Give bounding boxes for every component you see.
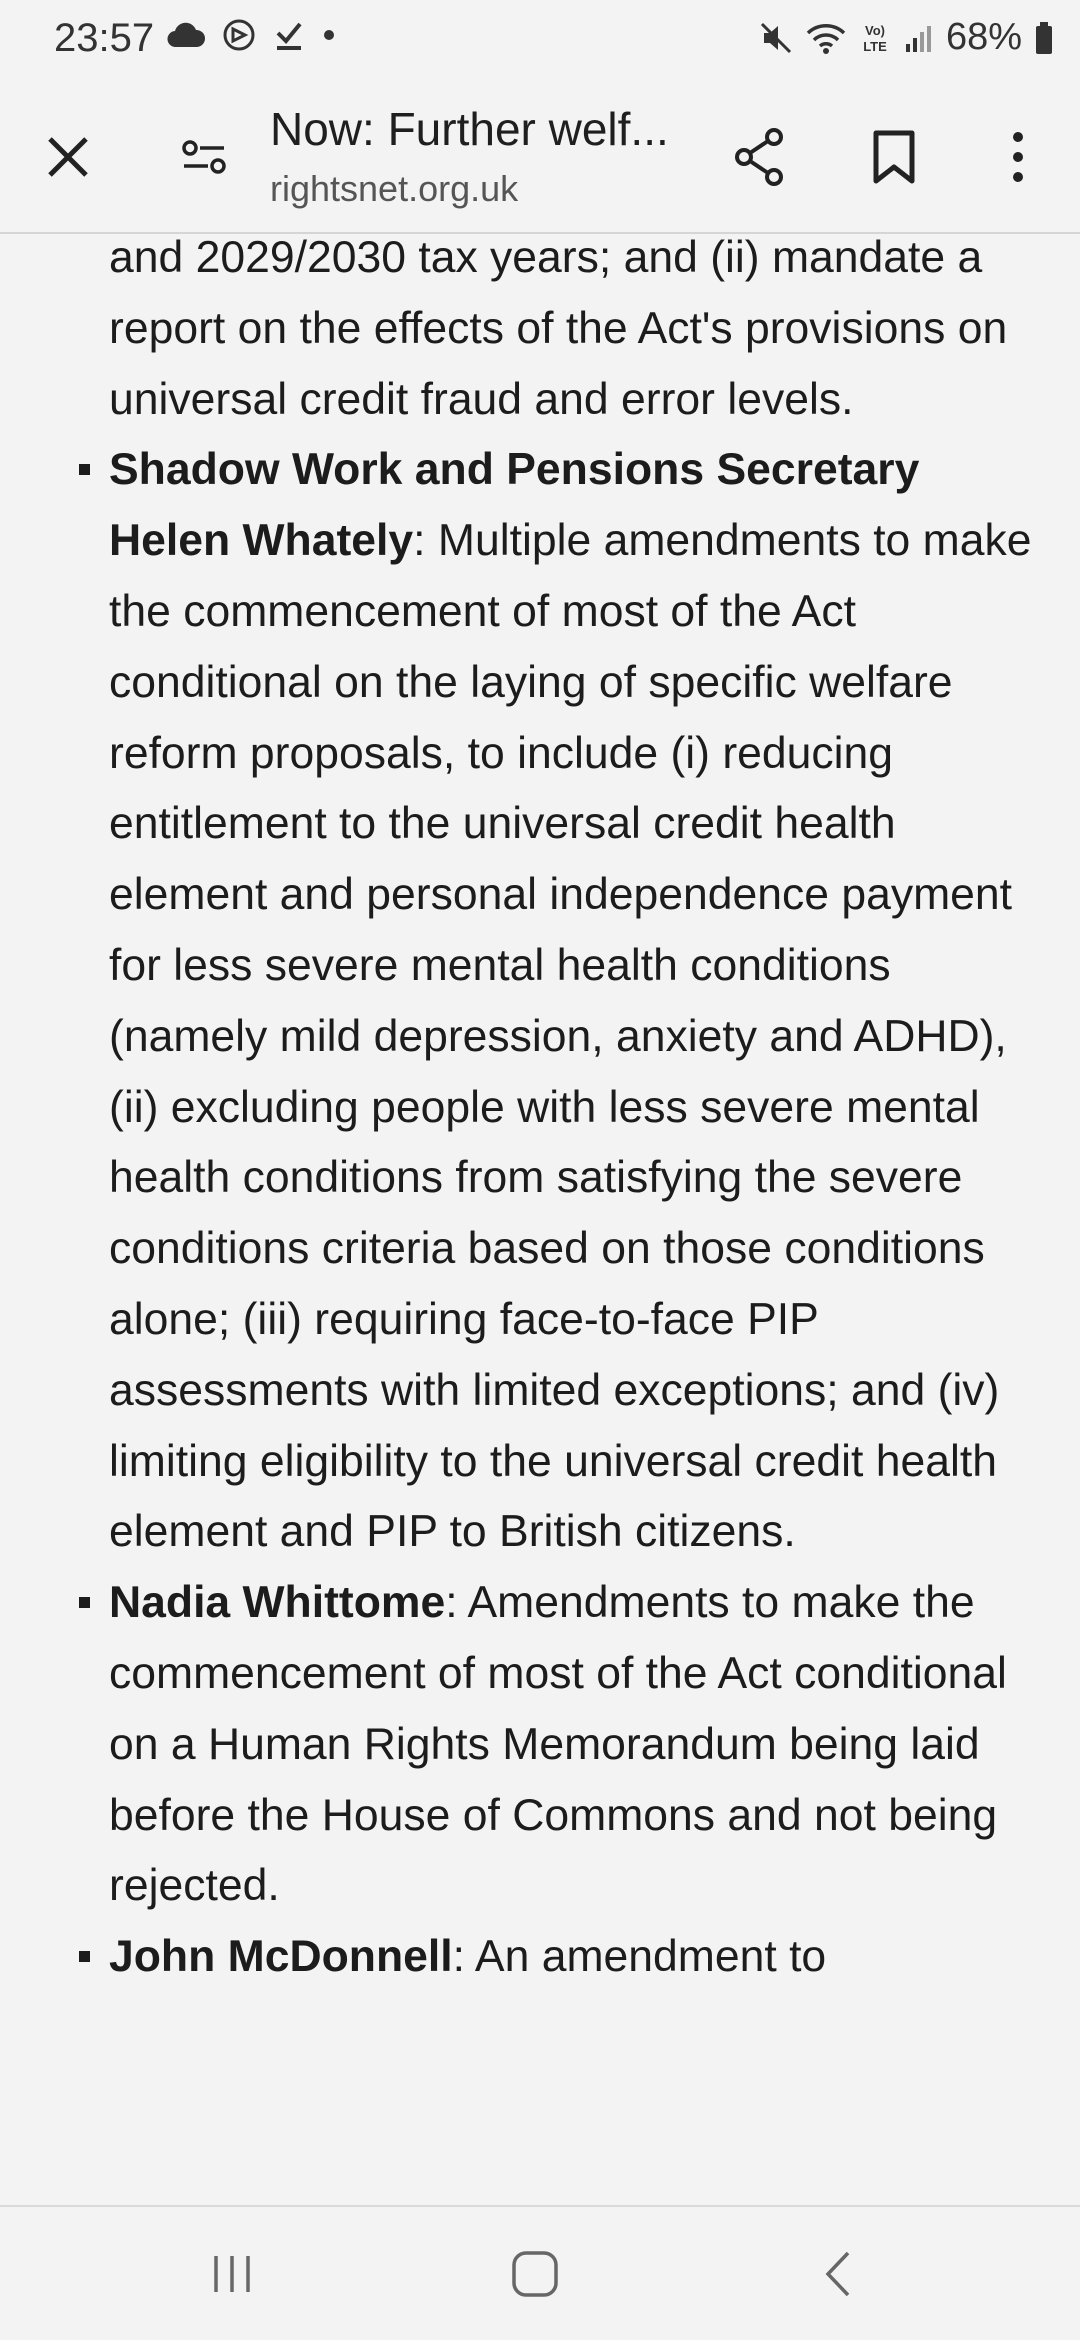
- article-body: [109, 235, 1039, 1993]
- battery-percent: 68%: [945, 16, 1022, 58]
- status-left-icons: [166, 18, 336, 52]
- list-item-text: : Amendments to make the commencement of most of the Act conditional on a Human Rights Memorandum being laid before the House of Commons and not being rejected.: [109, 1578, 1007, 1911]
- browser-toolbar: [0, 82, 1080, 234]
- bookmark-button[interactable]: [856, 82, 932, 232]
- wifi-icon: [806, 21, 846, 55]
- back-button[interactable]: [778, 2207, 898, 2340]
- svg-text:LTE: LTE: [863, 38, 887, 54]
- back-icon: [822, 2249, 854, 2299]
- bookmark-icon: [872, 129, 916, 185]
- share-icon: [732, 127, 788, 187]
- page-url[interactable]: rightsnet.org.uk: [270, 168, 519, 209]
- intro-paragraph: and 2029/2030 tax years; and (ii) mandate a report on the effects of the Act's provisions on universal credit fraud and error levels.: [109, 235, 1008, 424]
- recent-apps-button[interactable]: [172, 2207, 292, 2340]
- list-item: [109, 1922, 1039, 1993]
- status-time: 23:57: [54, 16, 155, 60]
- svg-text:Vo): Vo): [864, 22, 885, 38]
- list-item: [109, 435, 1039, 1568]
- site-settings-button[interactable]: [166, 82, 242, 232]
- list-item-text: : An amendment to: [452, 1932, 827, 1982]
- tune-icon: [180, 137, 228, 177]
- cloud-icon: [166, 21, 206, 49]
- article-content[interactable]: [0, 235, 1080, 2205]
- close-icon: [46, 135, 90, 179]
- home-button[interactable]: [475, 2207, 595, 2340]
- check-download-icon: [272, 18, 306, 52]
- app-icon: [222, 18, 256, 52]
- list-item-name: Shadow Work and Pensions Secretary Helen Whately: [109, 445, 920, 566]
- list-item-name: John McDonnell: [109, 1932, 453, 1982]
- battery-icon: [1034, 21, 1054, 55]
- more-vertical-icon: [1010, 131, 1026, 183]
- bullet-icon: [79, 464, 90, 475]
- page-title[interactable]: Now: Further welf...: [270, 103, 669, 155]
- status-bar: [0, 0, 1080, 82]
- recent-apps-icon: [210, 2252, 254, 2296]
- close-button[interactable]: [30, 82, 106, 232]
- bullet-icon: [79, 1597, 90, 1608]
- home-icon: [510, 2249, 560, 2299]
- mute-icon: [758, 20, 794, 56]
- signal-icon: [904, 22, 934, 54]
- system-nav-bar: [0, 2205, 1080, 2340]
- list-item-name: Nadia Whittome: [109, 1578, 446, 1628]
- list-item: [109, 1568, 1039, 1922]
- dot-icon: [322, 28, 336, 42]
- status-right-icons: [758, 16, 1054, 59]
- more-options-button[interactable]: [988, 82, 1048, 232]
- share-button[interactable]: [720, 82, 800, 232]
- bullet-icon: [79, 1951, 90, 1962]
- list-item-text: : Multiple amendments to make the commencement of most of the Act conditional on the laying of specific welfare reform proposals, to include (i) reducing entitlement to the universal credit health element and personal independence payment for less severe mental health conditions (namely mild depression, anxiety and ADHD), (ii) excluding people with less severe mental health conditions from satisfying the severe conditions criteria based on those conditions alone; (iii) requiring face-to-face PIP assessments with limited exceptions; and (iv) limiting eligibility to the universal credit health element and PIP to British citizens.: [109, 516, 1032, 1557]
- volte-icon: [858, 20, 892, 56]
